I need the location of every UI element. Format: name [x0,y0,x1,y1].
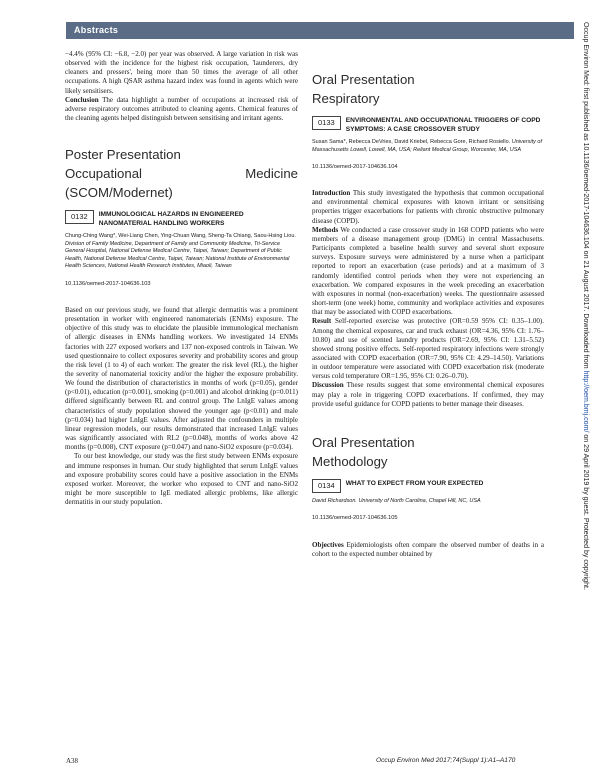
result-text: Self-reported exercise was protective (OR=0.59 95% CI: 0.35–1.00). Among the chemical exposures, car and truck exhaust (OR=4.36, 95% CI: 1.76–10.80) and use of scented laundry products (OR=2.69, 95% CI: 1.31–5.52) showed strong positive effects. Self-reported respiratory infections were strongly associated with COPD exacerbation (OR=7.90, 95% CI: 4.29–14.50). Variations in outdoor temperature were associated with COPD exacerbation risk (moderate versus cold temperature OR=1.95, 95% CI: 0.26–0.70). [312,317,544,381]
sidebar-text-before: Occup Environ Med: first published as 10.1136/oemed-2017-104636.104 on 21 August 2017. Downloaded from [582,22,589,371]
doi-link[interactable]: 10.1136/oemed-2017-104636.103 [65,280,151,287]
abstract-header-0132 [65,210,298,228]
conclusion-paragraph [65,96,298,123]
body-paragraph: To our best knowledge, our study was the first study between ENMs exposure and immune responses in human. Our study highlighted that serum LnIgE values and exposure probability scores could have a positive association in the ENMs exposed worker. Moreover, the worker who exposed to CNT and nano-SiO2 might be more susceptible to IgE mediated allergic problems, like allergic dermatitis in our study population. [65,452,298,507]
methods-text: We conducted a case crossover study in 168 COPD patients who were members of a disease management group (DMG) in central Massachusetts. Participants completed a baseline health survey and several short exposure surveys. Exposure surveys were administered by a nurse when a participant reported to report an exacerbation (case periods) and at a maximum of 3 randomly identified control periods when they were not experiencing an exacerbation. We compared exposures in the week preceding an exacerbation with exposures in normal (non-exacerbation) weeks. The questionnaire assessed short-term (one week) home, community and workplace activities and exposures that may be associated with COPD exacerbations. [312,225,544,317]
sidebar-text [582,22,589,590]
methods-label: Methods [312,225,339,234]
abstract-number: 0133 [312,116,341,130]
discussion-paragraph [312,381,544,408]
conclusion-text: The data highlight a number of occupations at increased risk of adverse respiratory outcomes attributed to cleaning agents. Chemical features of the cleaning agents helped distinguish between sensitising and irritant agents. [65,95,298,123]
result-paragraph [312,317,544,381]
introduction-paragraph [312,189,544,226]
abstract-number: 0134 [312,479,341,493]
introduction-label: Introduction [312,189,351,198]
sidebar-text-after: on 29 April 2019 by guest. Protected by copyright. [582,432,589,590]
abstract-number: 0132 [65,210,94,224]
discussion-text: These results suggest that some environmental chemical exposures may play a role in triggering COPD exacerbations. If confirmed, they may provide useful guidance for COPD patients to better manage their diseases. [312,381,544,408]
author-list [65,233,298,271]
methods-paragraph [312,226,544,318]
conclusion-label: Conclusion [65,95,99,104]
discussion-label: Discussion [312,381,344,390]
author-names: Chung-Ching Wang*, Wei-Liang Chen, Ying-Chuan Wang, Sheng-Ta Chiang, Saou-Hsing Liou. [65,233,296,240]
page-number: A38 [66,757,79,765]
result-label: Result [312,317,332,326]
body-paragraph: Based on our previous study, we found that allergic dermatitis was a prominent presentation in worker with engineered nanomaterials (ENMs) exposure. The objective of this study was to elucidate the plausible immunological mechanism of allergic diseases in ENMs handling workers. We investigated 14 ENMs factories with 227 exposed workers and 137 non-exposed controls in Taiwan. We used questionnaire to collect exposures severity and probability scores and group the risk level (1 to 4) of each worker. The greater the risk level (RL), the higher the severity of nanomaterial toxicity and/or the higher the exposure probability. We found the distribution of characteristics in months of work (p=0.05), gender (p<0.01), education (p=0.001), smoking (p=0.001) and alcohol drinking (p=0.011) differed significantly between RL and control group. The LnIgE values among characteristics of study population showed the younger age (p<0.01) and male (p=0.034) had higher LnIgE values. After adjusted the confounders in multiple linear regression models, our results demonstrated that increased LnIgE values was significantly associated with RL2 (p=0.048), months of works above 42 months (p=0.008), CNT exposure (p=0.047) and nano-SiO2 exposure (p=0.034). [65,305,298,452]
section-heading-poster [65,145,298,202]
objectives-paragraph [312,541,544,559]
abstract-title: ENVIRONMENTAL AND OCCUPATIONAL TRIGGERS OF COPD SYMPTOMS: A CASE CROSSOVER STUDY [345,117,541,133]
section-heading-respiratory [312,70,544,108]
author-affiliations: Division of Family Medicine, Department of Family and Community Medicine, Tri-Service General Hospital, National Defense Medical Centre, Taipei, Taiwan; Department of Public Health, National Defense Medical Centre, Taipei, Taiwan; National Institute of Environmental Health Sciences, National Health Research Institutes, Miaoli, Taiwan [65,240,290,270]
left-column [65,50,298,507]
introduction-text: This study investigated the hypothesis that common occupational and environmental chemical exposures with known irritant or sensitising properties trigger exacerbations for patients with chronic obstructive pulmonary disease (COPD). [312,189,544,225]
objectives-text: Epidemiologists often compare the observed number of deaths in a cohort to the expected number obtained by [312,540,544,558]
doi-link[interactable]: 10.1136/oemed-2017-104636.104 [312,164,398,170]
section-title-topic: Methodology [312,453,388,469]
abstract-title: IMMUNOLOGICAL HAZARDS IN ENGINEERED NANOMATERIAL HANDLING WORKERS [98,211,244,227]
section-title-topic: Occupational Medicine (SCOM/Modernet) [65,166,298,201]
author-list: David Richardson. University of North Carolina, Chapel Hill, NC, USA [312,497,481,504]
author-list [312,139,544,154]
continued-paragraph: −4.4% (95% CI: −6.8, −2.0) per year was observed. A large variation in risk was observed with the incidence for the highest risk occupation, 'launderers, dry cleaners and pressers', being more than 50 times the average of all other occupations. A high QSAR asthma hazard index was found in agents which were likely sensitisers. [65,50,298,95]
objectives-label: Objectives [312,540,344,549]
section-title-type: Oral Presentation [312,72,415,87]
right-column [312,50,544,559]
abstracts-banner: Abstracts [66,22,574,39]
section-title-topic: Respiratory [312,91,380,106]
author-affiliations: University of Massachusetts Lowell, Lowell, MA, USA; Reliant Medical Group, Worcester, MA, USA [312,139,542,153]
copyright-sidebar [582,22,596,762]
abstract-title: WHAT TO EXPECT FROM YOUR EXPECTED [345,479,484,487]
doi-link[interactable]: 10.1136/oemed-2017-104636.105 [312,515,398,522]
section-heading-methodology [312,433,544,471]
abstract-header-0134 [312,479,544,493]
abstract-header-0133 [312,116,544,134]
section-title-type: Oral Presentation [312,434,415,450]
section-title-type: Poster Presentation [65,147,181,163]
author-names: Susan Sama*, Rebecca DeVries, David Kriebel, Rebecca Gore, Richard Rosiello. [312,139,511,145]
sidebar-link[interactable]: http://oem.bmj.com/ [582,370,589,433]
journal-citation: Occup Environ Med 2017;74(Suppl 1):A1–A170 [376,757,516,764]
